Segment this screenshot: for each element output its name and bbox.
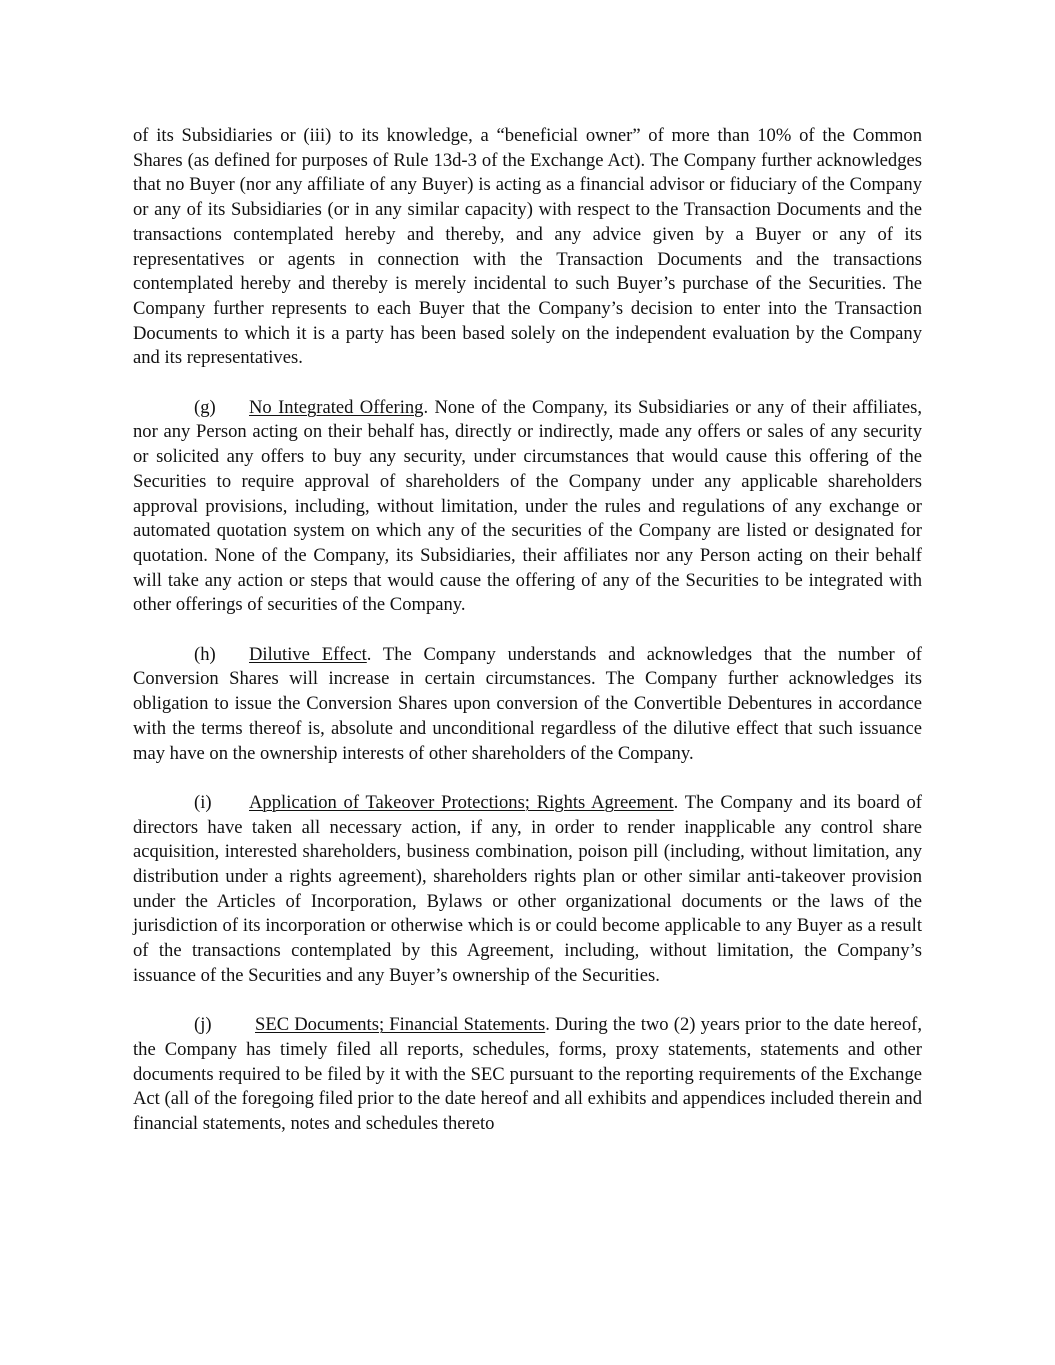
paragraph-h — [133, 643, 922, 767]
paragraph-text: . None of the Company, its Subsidiaries or any of their affiliates, nor any Person acting on their behalf has, directly or indirectly, made any offers or sales of any security or solicited any offers to buy any security, under circumstances that would cause this offering of the Securities to require approval of shareholders of the Company under any applicable shareholders approval provisions, including, without limitation, under the rules and regulations of any exchange or automated quotation system on which any of the securities of the Company are listed or designated for quotation. None of the Company, its Subsidiaries, their affiliates nor any Person acting on their behalf will take any action or steps that would cause the offering of any of the Securities to be integrated with other offerings of securities of the Company. — [133, 396, 922, 616]
section-marker: (i) — [194, 791, 212, 813]
document-page — [133, 124, 922, 1137]
paragraph-text: . During the two (2) years prior to the date hereof, the Company has timely filed all reports, schedules, forms, proxy statements, statements and other documents required to be filed by it with the SEC pursuant to the reporting requirements of the Exchange Act (all of the foregoing filed prior to the date hereof and all exhibits and appendices included therein and financial statements, notes and schedules thereto — [133, 1014, 922, 1135]
section-heading: SEC Documents; Financial Statements — [255, 1014, 546, 1036]
section-heading: Dilutive Effect — [249, 643, 367, 665]
section-marker: (h) — [194, 643, 216, 665]
paragraph-text: . The Company and its board of directors have taken all necessary action, if any, in order to render inapplicable any control share acquisition, interested shareholders, business combination, poison pill (including, without limitation, any distribution under a rights agreement), shareholders rights plan or other similar anti-takeover provision under the Articles of Incorporation, Bylaws or other organizational documents or the laws of the jurisdiction of its incorporation or otherwise which is or could become applicable to any Buyer as a result of the transactions contemplated by this Agreement, including, without limitation, the Company’s issuance of the Securities and any Buyer’s ownership of the Securities. — [133, 791, 923, 986]
section-heading: No Integrated Offering — [249, 396, 424, 418]
paragraph-text: . The Company understands and acknowledges that the number of Conversion Shares will increase in certain circumstances. The Company further acknowledges its obligation to issue the Conversion Shares upon conversion of the Convertible Debentures in accordance with the terms thereof is, absolute and unconditional regardless of the dilutive effect that such issuance may have on the ownership interests of other shareholders of the Company. — [133, 643, 922, 764]
paragraph-i — [133, 791, 922, 989]
section-heading: Application of Takeover Protections; Rights Agreement — [249, 791, 674, 813]
paragraph-text: of its Subsidiaries or (iii) to its knowledge, a “beneficial owner” of more than 10% of the Common Shares (as defined for purposes of Rule 13d-3 of the Exchange Act). The Company further acknowledges that no Buyer (nor any affiliate of any Buyer) is acting as a financial advisor or fiduciary of the Company or any of its Subsidiaries (or in any similar capacity) with respect to the Transaction Documents and the transactions contemplated hereby and thereby, and any advice given by a Buyer or any of its representatives or agents in connection with the Transaction Documents and the transactions contemplated hereby and thereby is merely incidental to such Buyer’s purchase of the Securities. The Company further represents to each Buyer that the Company’s decision to enter into the Transaction Documents to which it is a party has been based solely on the independent evaluation by the Company and its representatives. — [133, 125, 922, 369]
section-marker: (j) — [194, 1014, 212, 1036]
paragraph-j — [133, 1013, 922, 1137]
section-marker: (g) — [194, 396, 216, 418]
paragraph-g — [133, 396, 922, 618]
paragraph-f-continued — [133, 124, 922, 371]
